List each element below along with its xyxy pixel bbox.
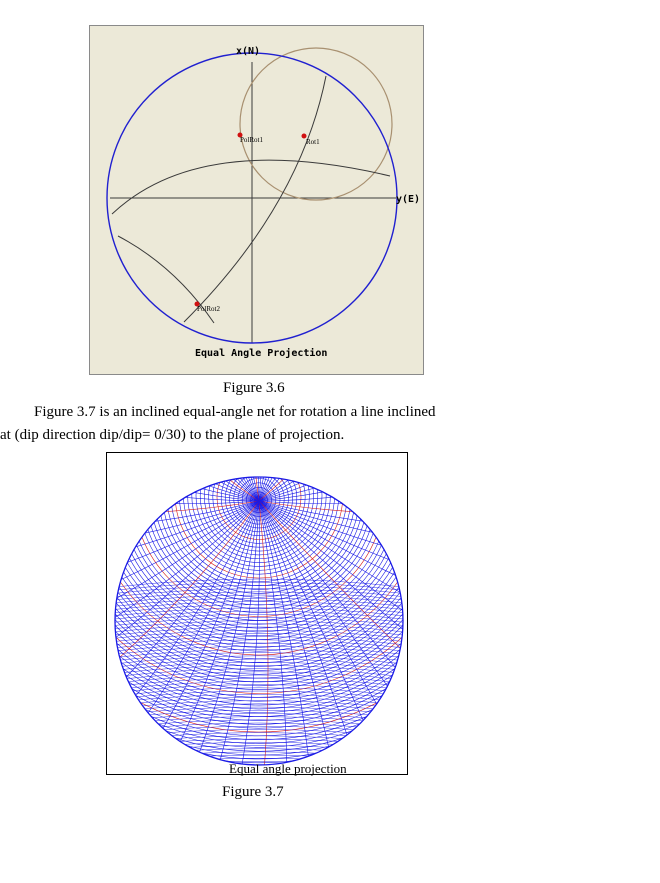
figure-3-7-panel [106,452,408,775]
point-label-rot1: Rot1 [306,138,320,146]
axis-north-label: x(N) [236,46,261,57]
great-circle-1 [112,160,390,214]
axis-east-label: y(E) [396,194,421,205]
point-label-polrot1: PolRot1 [240,136,263,144]
net-meridian [259,453,409,501]
inclined-equal-angle-net [107,453,409,776]
figure2-inner-caption: Equal angle projection [229,761,347,776]
paragraph-line-2: at (dip direction dip/dip= 0/30) to the plane of projection. [0,427,345,443]
figure-3-6-caption: Figure 3.6 [223,380,285,396]
paragraph-line-1: Figure 3.7 is an inclined equal-angle net for rotation a line inclined [34,404,436,420]
figure-3-7-caption: Figure 3.7 [222,784,284,800]
point-label-polrot2: PolRot2 [197,305,220,313]
figure1-inner-caption: Equal Angle Projection [195,348,328,359]
equal-angle-stereonet [90,26,425,376]
figure-3-6-panel [89,25,424,375]
small-circle [240,48,392,200]
